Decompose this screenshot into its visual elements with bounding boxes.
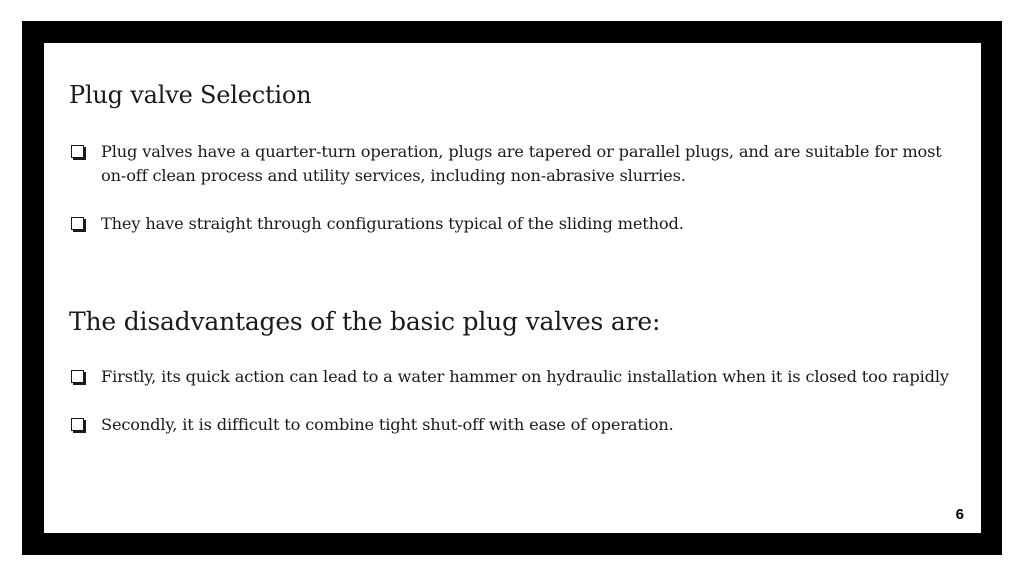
list-item <box>69 413 949 437</box>
bullet-list-disadvantages <box>69 365 949 461</box>
checkbox-bullet-icon <box>71 217 84 230</box>
bullet-text: They have straight through configurations typical of the sliding method. <box>101 214 684 233</box>
list-item <box>69 365 949 389</box>
checkbox-bullet-icon <box>71 370 84 383</box>
slide <box>44 43 981 533</box>
section-title-disadvantages: The disadvantages of the basic plug valves are: <box>69 307 661 336</box>
bullet-text: Firstly, its quick action can lead to a water hammer on hydraulic installation when it is closed too rapidly <box>101 367 949 386</box>
bullet-text: Plug valves have a quarter-turn operation, plugs are tapered or parallel plugs, and are suitable for most on-off clean process and utility services, including non-abrasive slurries. <box>101 142 942 185</box>
list-item <box>69 212 949 236</box>
list-item <box>69 140 949 188</box>
checkbox-bullet-icon <box>71 145 84 158</box>
bullet-list-selection <box>69 140 949 260</box>
section-title-plug-valve-selection: Plug valve Selection <box>69 81 312 109</box>
page-number: 6 <box>955 506 964 523</box>
bullet-text: Secondly, it is difficult to combine tight shut-off with ease of operation. <box>101 415 674 434</box>
checkbox-bullet-icon <box>71 418 84 431</box>
